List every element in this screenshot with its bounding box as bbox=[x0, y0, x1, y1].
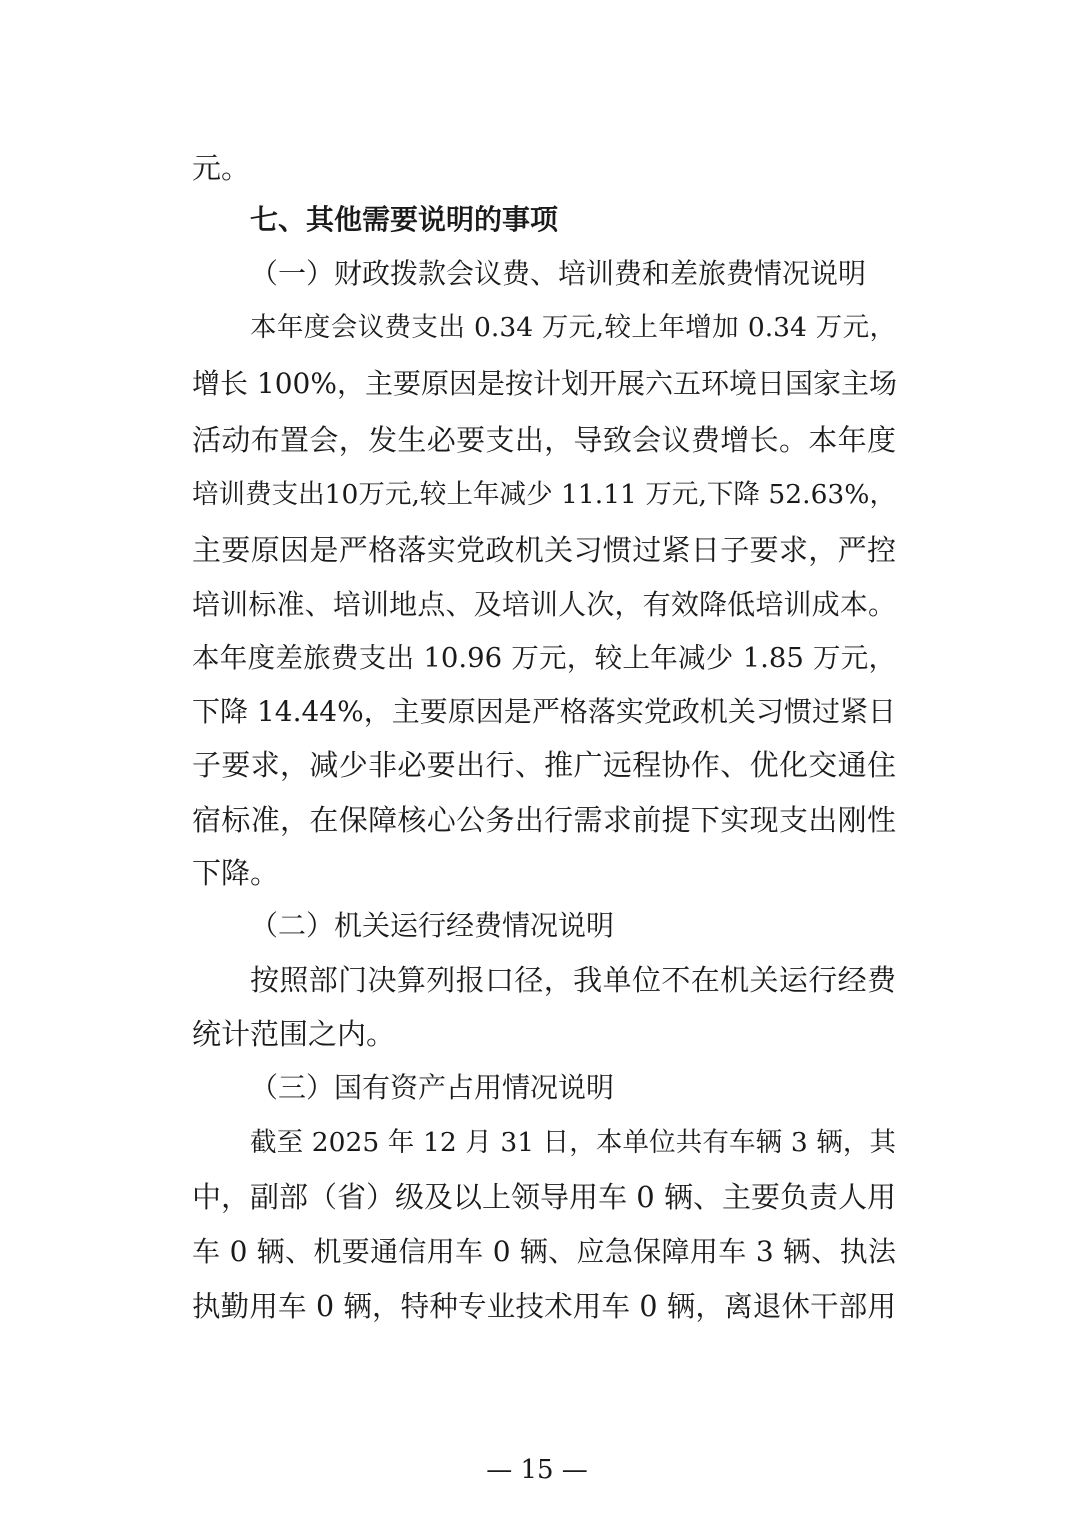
paragraph-line: 按照部门决算列报口径，我单位不在机关运行经费 bbox=[250, 963, 896, 997]
paragraph-line: 活动布置会，发生必要支出，导致会议费增长。本年度 bbox=[192, 423, 896, 457]
paragraph-line: 宿标准，在保障核心公务出行需求前提下实现支出刚性 bbox=[192, 803, 896, 837]
paragraph-line: 主要原因是严格落实党政机关习惯过紧日子要求，严控 bbox=[192, 533, 896, 567]
paragraph-line: 子要求，减少非必要出行、推广远程协作、优化交通住 bbox=[192, 748, 896, 782]
paragraph-line: 截至 2025 年 12 月 31 日，本单位共有车辆 3 辆，其 bbox=[250, 1127, 896, 1158]
paragraph-line: 统计范围之内。 bbox=[192, 1017, 396, 1051]
paragraph-line: 车 0 辆、机要通信用车 0 辆、应急保障用车 3 辆、执法 bbox=[192, 1235, 896, 1268]
paragraph-line: 培训费支出10万元,较上年减少 11.11 万元,下降 52.63%， bbox=[192, 479, 896, 510]
paragraph-line: 下降 14.44%，主要原因是严格落实党政机关习惯过紧日 bbox=[192, 695, 896, 728]
page-number: — 15 — bbox=[486, 1455, 588, 1485]
paragraph-line: 中，副部（省）级及以上领导用车 0 辆、主要负责人用 bbox=[192, 1180, 896, 1214]
paragraph-line: 培训标准、培训地点、及培训人次，有效降低培训成本。 bbox=[192, 588, 896, 621]
paragraph-line: 本年度差旅费支出 10.96 万元，较上年减少 1.85 万元， bbox=[192, 642, 896, 674]
paragraph-line: 本年度会议费支出 0.34 万元,较上年增加 0.34 万元， bbox=[250, 312, 896, 343]
paragraph-line-continuation: 元。 bbox=[192, 151, 251, 185]
paragraph-line: 增长 100%，主要原因是按计划开展六五环境日国家主场 bbox=[192, 367, 897, 400]
subsection-heading-2: （二）机关运行经费情况说明 bbox=[250, 909, 615, 942]
section-heading: 七、其他需要说明的事项 bbox=[250, 203, 559, 236]
paragraph-line: 执勤用车 0 辆，特种专业技术用车 0 辆，离退休干部用 bbox=[192, 1290, 896, 1323]
paragraph-line: 下降。 bbox=[192, 856, 280, 890]
subsection-heading-3: （三）国有资产占用情况说明 bbox=[250, 1071, 615, 1104]
subsection-heading-1: （一）财政拨款会议费、培训费和差旅费情况说明 bbox=[250, 257, 867, 290]
